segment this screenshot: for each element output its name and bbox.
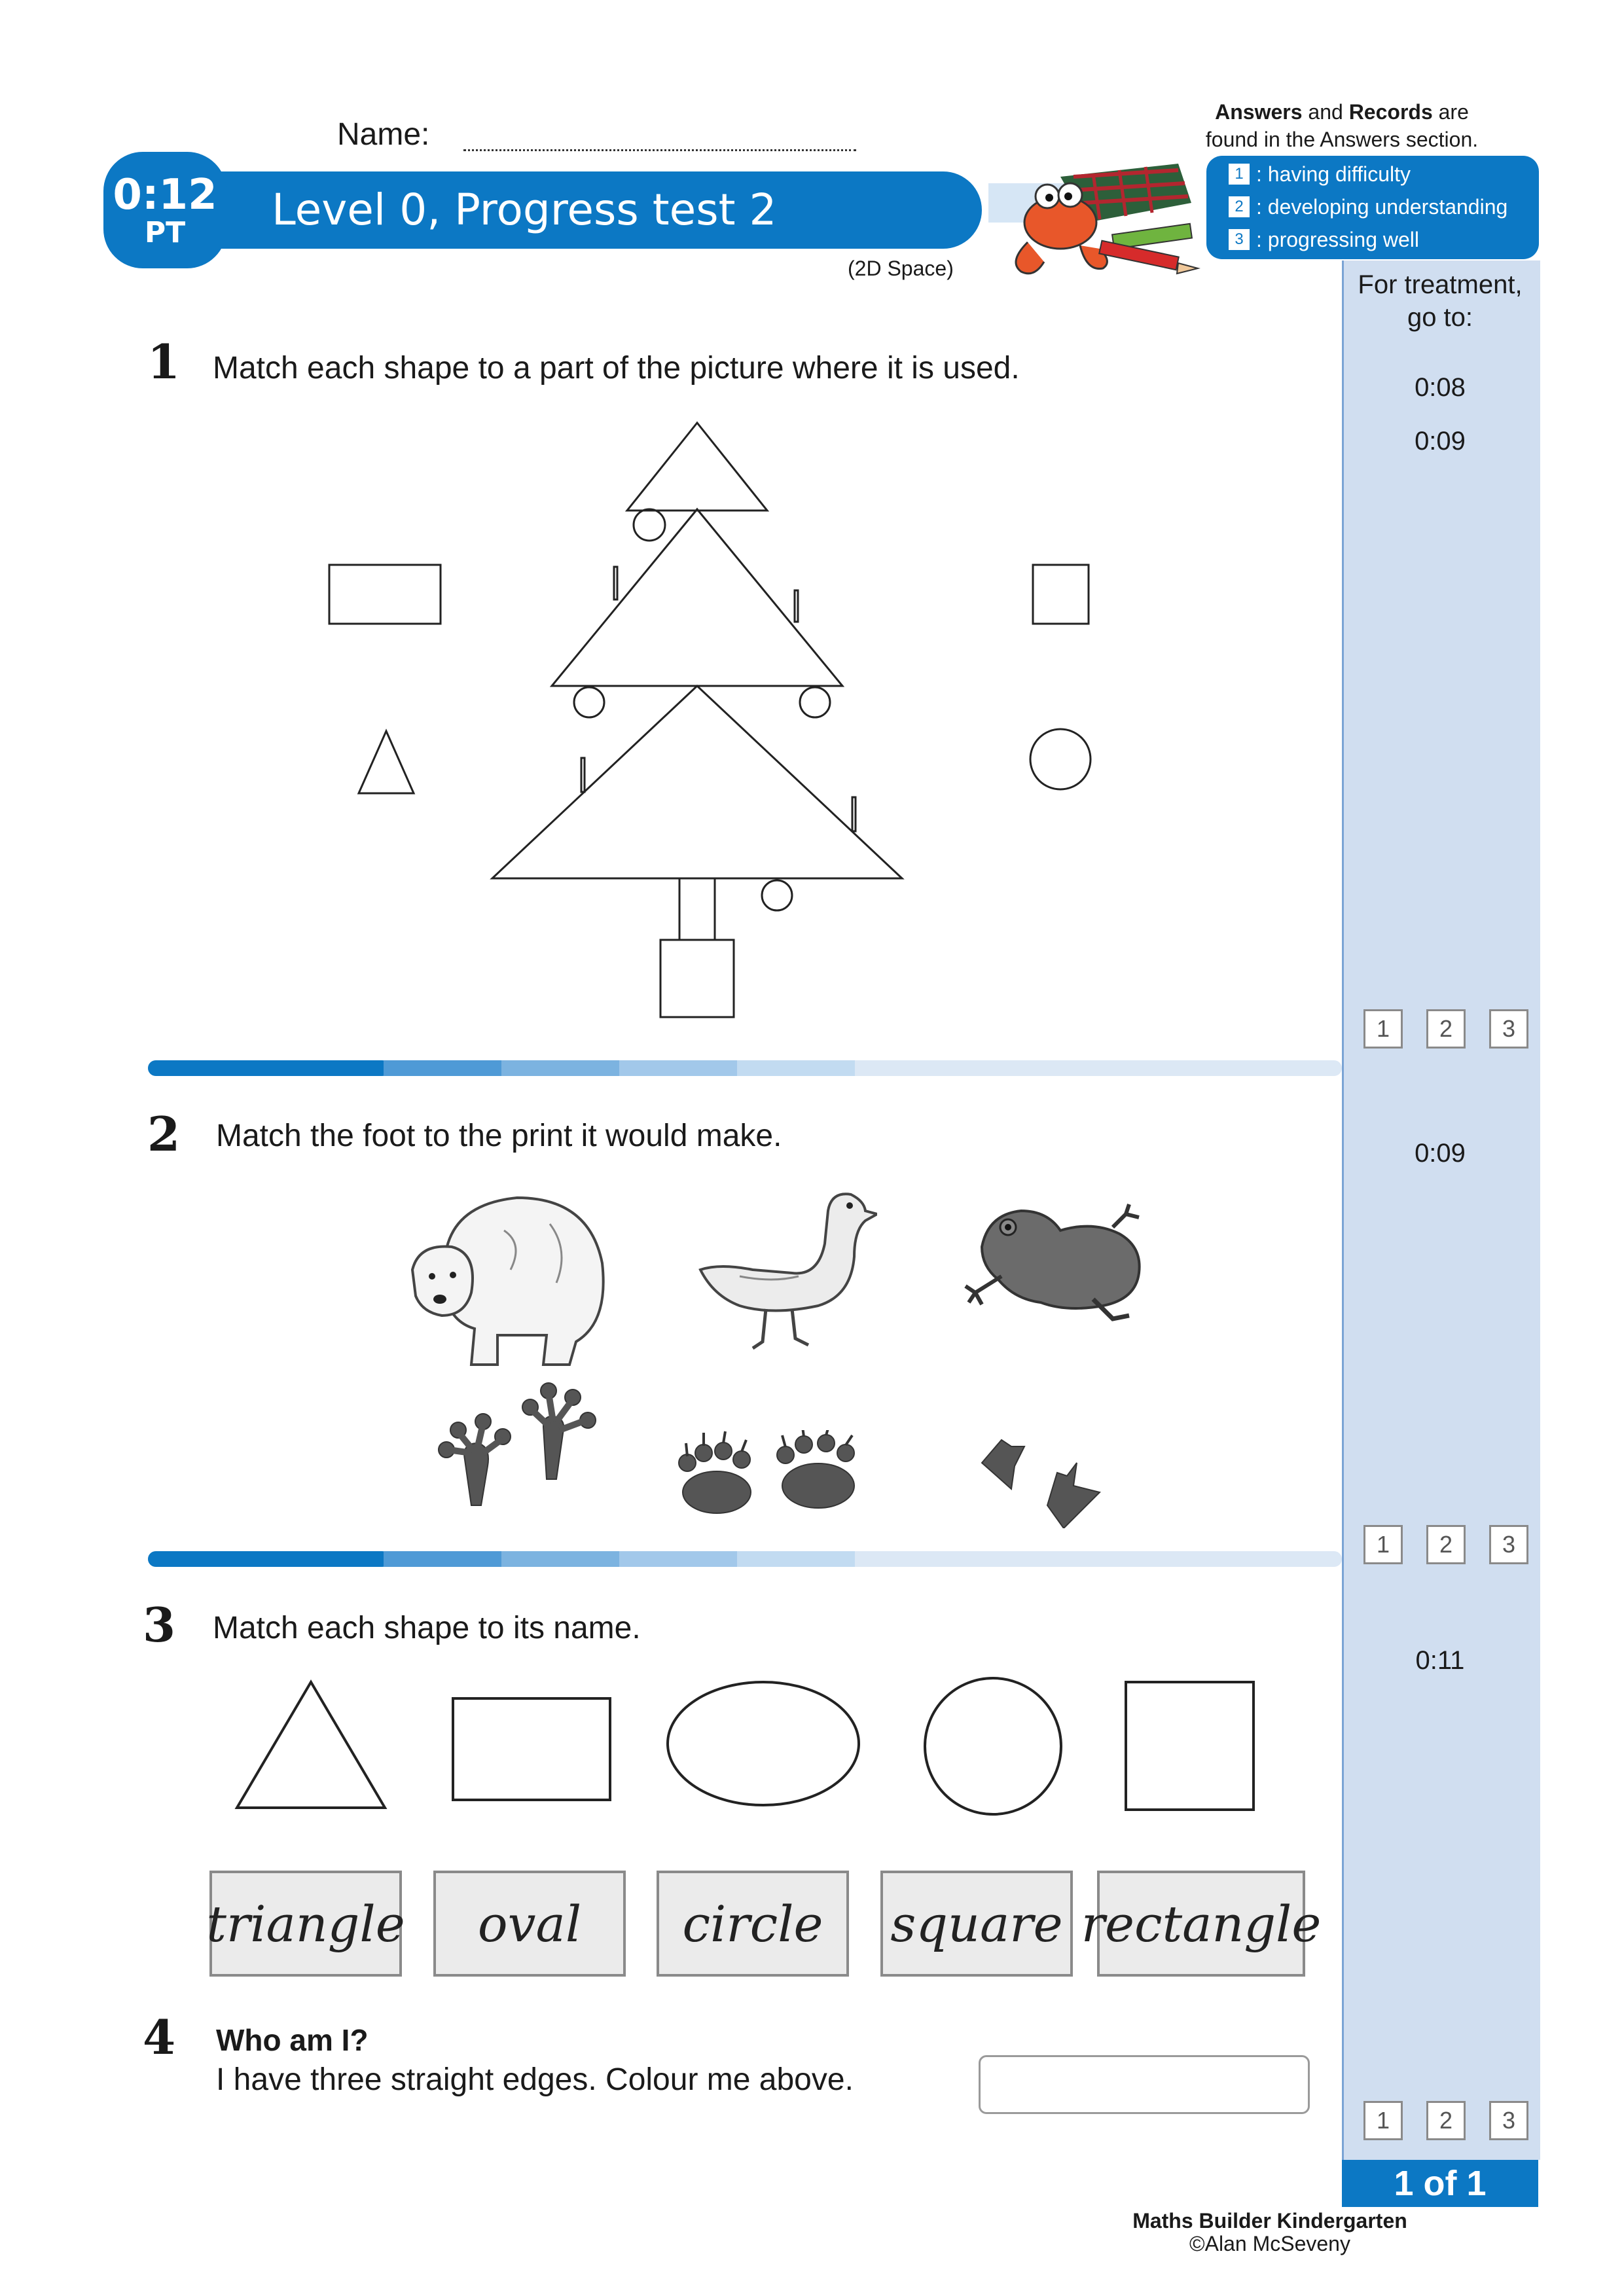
treatment-heading: For treatment, go to: [1358, 270, 1523, 332]
rating-box-1[interactable]: 1 [1363, 1525, 1403, 1564]
question-text: Match the foot to the print it would make. [216, 1119, 782, 1153]
answers-note: Answers and Records are found in the Answers section. [1205, 100, 1479, 151]
candle [614, 567, 617, 600]
candle [852, 797, 856, 831]
rating-box-2[interactable]: 2 [1426, 1009, 1466, 1049]
tree-top-triangle [627, 423, 767, 511]
page-count-tab: 1 of 1 [1342, 2160, 1538, 2207]
frog-illustration [962, 1201, 1146, 1325]
answer-input-box[interactable] [979, 2055, 1310, 2114]
circle-shape [1030, 729, 1091, 789]
word-card-circle[interactable]: circle [657, 1871, 849, 1977]
rectangle-shape [453, 1698, 610, 1800]
rectangle-shape [329, 565, 441, 624]
question-text: Match each shape to a part of the picture where it is used. [213, 351, 1020, 386]
treatment-ref: 0:09 [1415, 1139, 1466, 1168]
rating-box-3[interactable]: 3 [1489, 1009, 1528, 1049]
rating-box-1[interactable]: 1 [1363, 2101, 1403, 2140]
section-divider [148, 1551, 1342, 1567]
question-number: 1 [147, 334, 181, 389]
legend-item-3: 3 : progressing well [1229, 226, 1419, 253]
christmas-tree-shapes-picture [314, 412, 1132, 1034]
oval-shape [668, 1682, 859, 1805]
name-label: Name: [337, 117, 430, 152]
section-divider [148, 1060, 1342, 1076]
word-card-oval[interactable]: oval [433, 1871, 626, 1977]
tree-trunk [679, 878, 715, 940]
triangle-shape [237, 1682, 385, 1808]
book-title: Maths Builder Kindergarten [1132, 2209, 1407, 2233]
treatment-ref: 0:09 [1415, 427, 1466, 456]
tree-pot-square [660, 940, 734, 1017]
word-card-square[interactable]: square [880, 1871, 1073, 1977]
word-card-rectangle[interactable]: rectangle [1097, 1871, 1305, 1977]
subtopic-label: (2D Space) [848, 257, 954, 280]
ornament [762, 880, 792, 910]
question-number: 3 [143, 1597, 176, 1653]
rating-box-3[interactable]: 3 [1489, 1525, 1528, 1564]
copyright-notice: ©Alan McSeveny [1189, 2232, 1350, 2255]
treatment-ref: 0:11 [1415, 1646, 1465, 1675]
rating-box-1[interactable]: 1 [1363, 1009, 1403, 1049]
square-shape [1033, 565, 1089, 624]
candle [795, 590, 798, 622]
legend-item-2: 2 : developing understanding [1229, 194, 1507, 220]
bear-pawprints [674, 1430, 871, 1515]
tree-bottom-triangle [492, 686, 902, 878]
rating-box-2[interactable]: 2 [1426, 2101, 1466, 2140]
question-number: 2 [147, 1106, 181, 1162]
word-card-triangle[interactable]: triangle [209, 1871, 402, 1977]
rating-boxes-q1 [1363, 1009, 1528, 1049]
rating-legend [1206, 156, 1539, 259]
duck-illustration [694, 1185, 877, 1355]
question-text: Match each shape to its name. [213, 1611, 641, 1645]
rating-boxes-q2 [1363, 1525, 1528, 1564]
rating-boxes-q3-q4 [1363, 2101, 1528, 2140]
question-number: 4 [143, 2009, 176, 2065]
ornament [574, 687, 604, 717]
q3-shapes-row [223, 1669, 1283, 1833]
triangle-shape [359, 731, 414, 793]
legend-item-1: 1 : having difficulty [1229, 161, 1411, 187]
polar-bear-illustration [406, 1178, 615, 1368]
page-title: Level 0, Progress test 2 [272, 185, 777, 235]
question-text: I have three straight edges. Colour me above. [216, 2062, 854, 2097]
rating-box-3[interactable]: 3 [1489, 2101, 1528, 2140]
frog-footprints [432, 1381, 602, 1512]
lobster-mascot-illustration [982, 157, 1211, 281]
square-shape [1126, 1682, 1254, 1810]
candle [581, 758, 585, 792]
ornament [800, 687, 830, 717]
rating-box-2[interactable]: 2 [1426, 1525, 1466, 1564]
question-title: Who am I? [216, 2023, 369, 2057]
name-field-line[interactable] [463, 149, 856, 151]
circle-shape [925, 1678, 1061, 1814]
treatment-sidebar [1342, 260, 1540, 2160]
ornament [634, 509, 665, 541]
treatment-ref: 0:08 [1415, 373, 1466, 402]
test-code-badge: 0:12 PT [103, 152, 226, 268]
duck-footprints [975, 1437, 1113, 1528]
